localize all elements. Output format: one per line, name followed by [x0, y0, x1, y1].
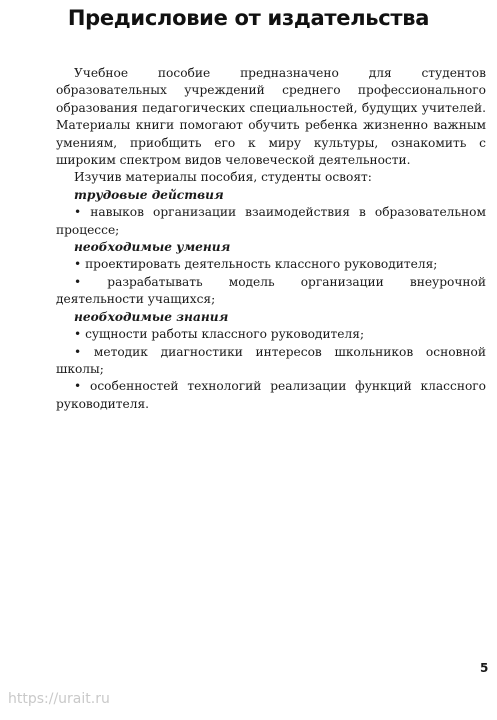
- list-item: • методик диагностики интересов школьников основной школы;: [56, 344, 486, 376]
- section-heading: необходимые умения: [74, 240, 231, 255]
- list-item: • сущности работы классного руководителя;: [74, 327, 365, 342]
- section-required-knowledge: [56, 309, 486, 413]
- section-heading: трудовые действия: [74, 187, 224, 202]
- page-number: 5: [480, 661, 489, 675]
- preface-body: [56, 65, 486, 413]
- lead-paragraph: Изучив материалы пособия, студенты освоят:: [74, 170, 372, 185]
- page-title: Предисловие от издательства: [67, 6, 430, 30]
- intro-paragraph: Учебное пособие предназначено для студентов образовательных учреждений среднего профессионального образования педагогических специальностей, будущих учителей. Материалы книги помогают обучить ребенка жизненно важным умениям, приобщить его к миру культуры, ознакомить с широким спектром видов человеческой деятельности.: [56, 66, 486, 168]
- section-labor-actions: [56, 187, 486, 239]
- section-heading: необходимые знания: [74, 309, 229, 324]
- list-item: • разрабатывать модель организации внеурочной деятельности учащихся;: [56, 274, 486, 307]
- footer-url-watermark: https://urait.ru: [8, 691, 110, 707]
- list-item: • проектировать деятельность классного руководителя;: [74, 257, 438, 272]
- list-item: • навыков организации взаимодействия в образовательном процессе;: [56, 205, 486, 237]
- section-required-skills: [56, 239, 486, 309]
- list-item: • особенностей технологий реализации функций классного руководителя.: [56, 379, 486, 411]
